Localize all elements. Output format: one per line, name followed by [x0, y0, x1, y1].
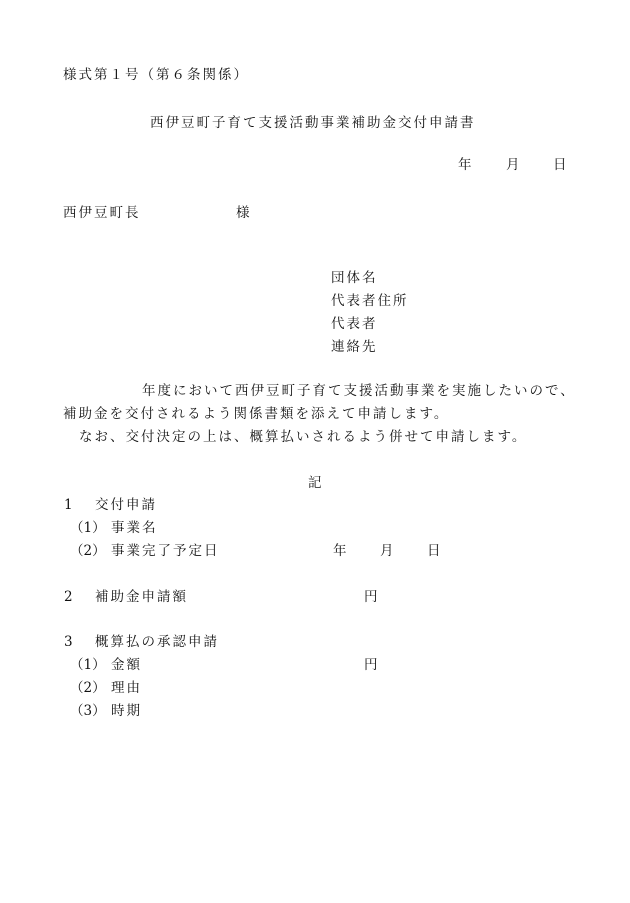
section-3-item-2-number: （2） — [70, 680, 106, 696]
section-1-item-2-day: 日 — [427, 543, 443, 559]
section-2-number: 2 — [64, 589, 73, 605]
document-title: 西伊豆町子育て支援活動事業補助金交付申請書 — [150, 115, 476, 131]
body-text-line-2: 補助金を交付されるよう関係書類を添えて申請します。 — [63, 406, 450, 422]
applicant-group-name-label: 団体名 — [331, 270, 378, 286]
applicant-representative-label: 代表者 — [331, 316, 378, 332]
addressee-name: 西伊豆町長 — [63, 205, 141, 221]
section-3-title: 概算払の承認申請 — [95, 634, 219, 650]
section-1-item-2-month: 月 — [380, 543, 396, 559]
section-3-number: 3 — [64, 634, 73, 650]
date-year-label: 年 — [458, 157, 474, 173]
ki-heading: 記 — [308, 475, 324, 491]
applicant-contact-label: 連絡先 — [331, 339, 378, 355]
section-1-item-2-label: 事業完了予定日 — [111, 543, 220, 559]
section-1-item-2-year: 年 — [333, 543, 349, 559]
date-day-label: 日 — [553, 157, 569, 173]
applicant-representative-address-label: 代表者住所 — [331, 293, 409, 309]
body-text-line-3: なお、交付決定の上は、概算払いされるよう併せて申請します。 — [79, 429, 528, 445]
date-month-label: 月 — [506, 157, 522, 173]
section-1-item-2-number: （2） — [70, 543, 106, 559]
section-1-item-1-number: （1） — [70, 520, 106, 536]
section-2-unit: 円 — [364, 589, 380, 605]
section-3-item-1-label: 金額 — [111, 657, 142, 673]
section-3-item-1-unit: 円 — [364, 657, 380, 673]
section-2-title: 補助金申請額 — [95, 589, 188, 605]
section-3-item-3-label: 時期 — [111, 703, 142, 719]
form-number: 様式第１号（第６条関係） — [63, 67, 249, 83]
section-1-number: 1 — [64, 497, 73, 513]
section-1-title: 交付申請 — [95, 497, 157, 513]
body-text-line-1: 年度において西伊豆町子育て支援活動事業を実施したいので、 — [142, 383, 576, 399]
section-3-item-3-number: （3） — [70, 703, 106, 719]
section-1-item-1-label: 事業名 — [111, 520, 158, 536]
addressee-honorific: 様 — [236, 205, 252, 221]
section-3-item-2-label: 理由 — [111, 680, 142, 696]
section-3-item-1-number: （1） — [70, 657, 106, 673]
